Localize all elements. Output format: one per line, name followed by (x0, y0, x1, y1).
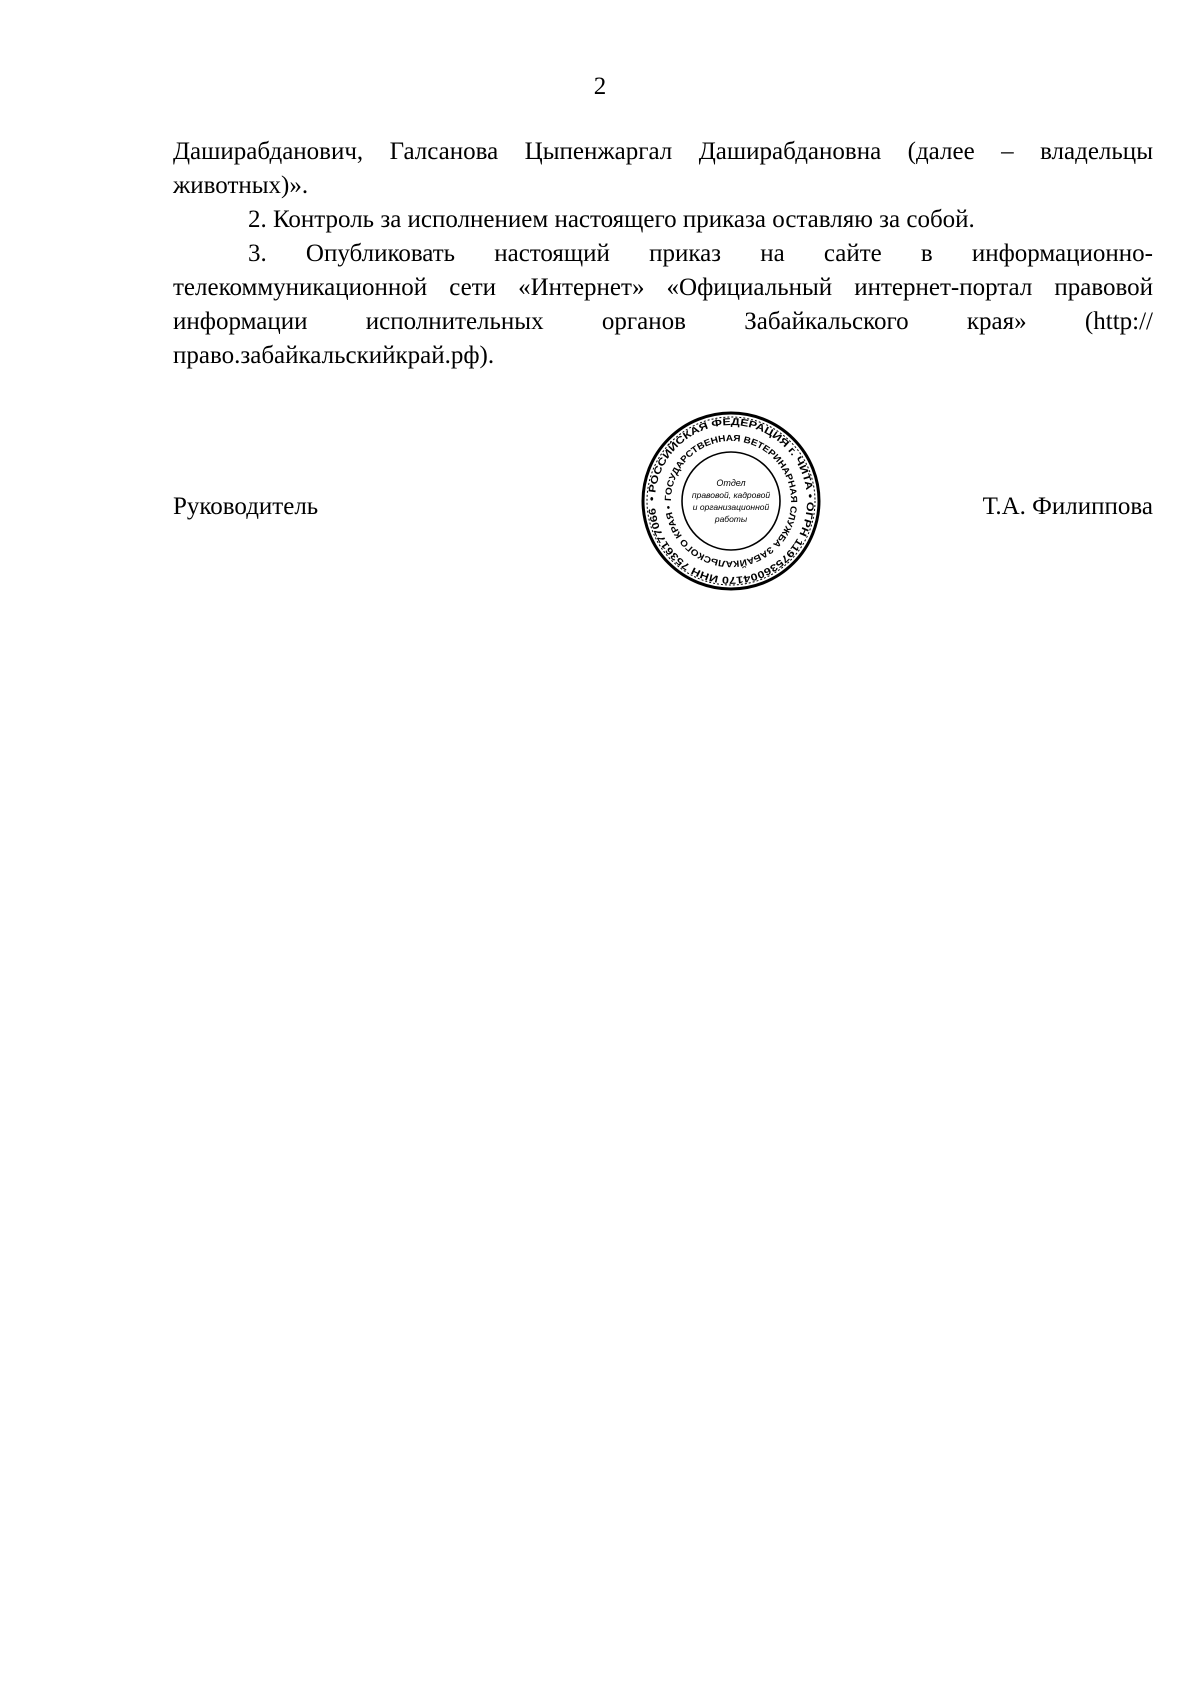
paragraph-3: 3. Опубликовать настоящий приказ на сайте в информационно-телекоммуникационной сети «Интернет» «Официальный интернет-портал правовой информации исполнительных органов Забайкальского края» (http://право.забайкальскийкрай.рф). (173, 240, 1153, 369)
stamp-inner-ring-text: ГОСУДАРСТВЕННАЯ ВЕТЕРИНАРНАЯ СЛУЖБА ЗАБАЙКАЛЬСКОГО КРАЯ • (662, 432, 800, 570)
page-number: 2 (593, 73, 607, 100)
stamp-inner-border (682, 452, 780, 550)
stamp-center-line-3: и организационной (692, 502, 770, 512)
stamp-outer-ring-text: • РОССИЙСКАЯ ФЕДЕРАЦИЯ г. ЧИТА • ОГРН 1197536004170 ИНН 7536177066 (646, 416, 816, 586)
stamp-center-line-4: работы (714, 514, 748, 524)
official-stamp (640, 410, 822, 592)
stamp-center-line-2: правовой, кадровой (691, 490, 771, 500)
signatory-title: Руководитель (173, 493, 319, 520)
stamp-center-line-1: Отдел (716, 478, 746, 488)
paragraph-2: 2. Контроль за исполнением настоящего приказа оставляю за собой. (248, 206, 975, 233)
document-body (173, 135, 1153, 373)
paragraph-continuation: Даширабданович, Галсанова Цыпенжаргал Даширабдановна (далее – владельцы животных)». (173, 138, 1153, 199)
signatory-name: Т.А. Филиппова (982, 493, 1153, 520)
